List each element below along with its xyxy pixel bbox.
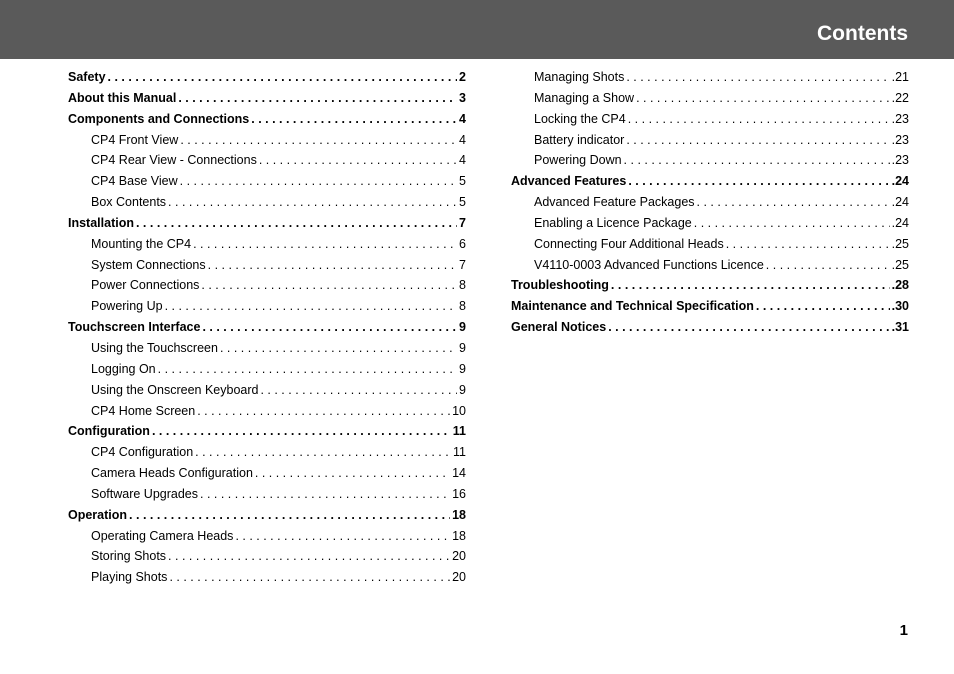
toc-entry-page: 20 xyxy=(452,549,466,564)
toc-subsection-entry[interactable] xyxy=(511,213,909,234)
toc-subsection-entry[interactable] xyxy=(68,255,466,276)
toc-entry-label: Advanced Feature Packages xyxy=(534,195,695,210)
toc-entry-page: 9 xyxy=(459,340,466,355)
toc-entry-label: Camera Heads Configuration xyxy=(91,466,253,481)
toc-entry-label: Using the Onscreen Keyboard xyxy=(91,382,259,397)
toc-entry-page: .28 xyxy=(891,278,909,293)
toc-dot-leader xyxy=(197,401,450,422)
toc-entry-label: Battery indicator xyxy=(534,132,625,147)
header-bar xyxy=(0,0,954,59)
toc-entry-page: 11 xyxy=(453,445,466,460)
toc-entry-page: 18 xyxy=(452,507,466,522)
toc-entry-page: 14 xyxy=(452,466,466,481)
toc-entry-label: V4110-0003 Advanced Functions Licence xyxy=(534,257,764,272)
toc-entry-page: .31 xyxy=(891,320,909,335)
toc-entry-label: Components and Connections xyxy=(68,111,250,126)
toc-dot-leader xyxy=(756,296,890,317)
toc-entry-label: CP4 Home Screen xyxy=(91,403,196,418)
toc-entry-label: Storing Shots xyxy=(91,549,167,564)
toc-entry-page: 10 xyxy=(452,403,466,418)
toc-subsection-entry[interactable] xyxy=(511,67,909,88)
toc-dot-leader xyxy=(158,359,457,380)
toc-subsection-entry[interactable] xyxy=(68,150,466,171)
toc-section-entry[interactable] xyxy=(511,171,909,192)
toc-entry-label: Using the Touchscreen xyxy=(91,340,218,355)
toc-dot-leader xyxy=(193,234,457,255)
toc-entry-page: .23 xyxy=(891,132,909,147)
toc-entry-label: Playing Shots xyxy=(91,570,168,585)
toc-dot-leader xyxy=(152,421,451,442)
toc-subsection-entry[interactable] xyxy=(511,234,909,255)
toc-entry-page: .24 xyxy=(891,195,909,210)
toc-subsection-entry[interactable] xyxy=(68,192,466,213)
toc-dot-leader xyxy=(200,484,450,505)
toc-dot-leader xyxy=(201,275,457,296)
toc-dot-leader xyxy=(628,109,890,130)
toc-section-entry[interactable] xyxy=(68,213,466,234)
toc-subsection-entry[interactable] xyxy=(68,338,466,359)
toc-subsection-entry[interactable] xyxy=(511,109,909,130)
toc-dot-leader xyxy=(178,88,457,109)
toc-entry-label: CP4 Configuration xyxy=(91,445,194,460)
toc-dot-leader xyxy=(108,67,458,88)
toc-subsection-entry[interactable] xyxy=(511,255,909,276)
toc-dot-leader xyxy=(697,192,890,213)
toc-dot-leader xyxy=(195,442,451,463)
toc-entry-page: 6 xyxy=(459,236,466,251)
toc-entry-label: General Notices xyxy=(511,320,607,335)
toc-entry-page: .24 xyxy=(891,174,909,189)
toc-entry-label: Logging On xyxy=(91,361,156,376)
toc-entry-page: 8 xyxy=(459,278,466,293)
toc-entry-page: .23 xyxy=(891,111,909,126)
toc-dot-leader xyxy=(129,505,450,526)
toc-entry-label: Mounting the CP4 xyxy=(91,236,192,251)
toc-entry-page: 9 xyxy=(459,382,466,397)
toc-entry-label: Enabling a Licence Package xyxy=(534,215,692,230)
toc-section-entry[interactable] xyxy=(511,296,909,317)
toc-subsection-entry[interactable] xyxy=(511,150,909,171)
toc-subsection-entry[interactable] xyxy=(68,567,466,588)
toc-dot-leader xyxy=(636,88,890,109)
toc-entry-label: Box Contents xyxy=(91,195,167,210)
toc-entry-label: Powering Down xyxy=(534,153,622,168)
toc-entry-label: Locking the CP4 xyxy=(534,111,626,126)
toc-entry-label: About this Manual xyxy=(68,90,177,105)
toc-subsection-entry[interactable] xyxy=(68,380,466,401)
toc-subsection-entry[interactable] xyxy=(68,546,466,567)
toc-entry-label: Troubleshooting xyxy=(511,278,609,293)
toc-subsection-entry[interactable] xyxy=(511,130,909,151)
toc-entry-page: 2 xyxy=(459,70,466,84)
toc-entry-page: 20 xyxy=(452,570,466,585)
toc-entry-page: .24 xyxy=(891,215,909,230)
toc-entry-page: 4 xyxy=(459,153,466,168)
toc-entry-page: 9 xyxy=(459,361,466,376)
toc-dot-leader xyxy=(624,150,890,171)
toc-dot-leader xyxy=(611,275,890,296)
toc-entry-page: .21 xyxy=(891,70,909,84)
toc-entry-label: Managing Shots xyxy=(534,70,625,84)
toc-subsection-entry[interactable] xyxy=(511,192,909,213)
toc-subsection-entry[interactable] xyxy=(511,88,909,109)
toc-dot-leader xyxy=(180,171,457,192)
toc-subsection-entry[interactable] xyxy=(68,526,466,547)
toc-section-entry[interactable] xyxy=(68,505,466,526)
toc-subsection-entry[interactable] xyxy=(68,359,466,380)
toc-entry-page: .30 xyxy=(891,299,909,314)
toc-entry-page: 7 xyxy=(459,215,466,230)
toc-entry-label: Power Connections xyxy=(91,278,200,293)
page-title: Contents xyxy=(817,22,908,45)
toc-entry-page: 5 xyxy=(459,174,466,189)
toc-entry-page: 18 xyxy=(452,528,466,543)
toc-entry-label: CP4 Front View xyxy=(91,132,179,147)
toc-dot-leader xyxy=(255,463,450,484)
toc-entry-page: 4 xyxy=(459,132,466,147)
toc-entry-label: Operating Camera Heads xyxy=(91,528,234,543)
toc-dot-leader xyxy=(766,255,890,276)
toc-dot-leader xyxy=(626,130,889,151)
toc-subsection-entry[interactable] xyxy=(68,171,466,192)
toc-entry-label: Software Upgrades xyxy=(91,486,199,501)
toc-dot-leader xyxy=(726,234,890,255)
toc-entry-page: 8 xyxy=(459,299,466,314)
toc-entry-label: CP4 Rear View - Connections xyxy=(91,153,257,168)
toc-dot-leader xyxy=(202,317,457,338)
toc-entry-label: Powering Up xyxy=(91,299,163,314)
toc-subsection-entry[interactable] xyxy=(68,442,466,463)
toc-subsection-entry[interactable] xyxy=(68,484,466,505)
toc-subsection-entry[interactable] xyxy=(68,401,466,422)
toc-entry-page: 16 xyxy=(452,486,466,501)
toc-entry-page: .25 xyxy=(891,236,909,251)
toc-entry-label: System Connections xyxy=(91,257,206,272)
toc-dot-leader xyxy=(165,296,457,317)
toc-column-left xyxy=(68,67,466,588)
toc-subsection-entry[interactable] xyxy=(68,275,466,296)
toc-section-entry[interactable] xyxy=(68,317,466,338)
toc-dot-leader xyxy=(208,255,457,276)
toc-subsection-entry[interactable] xyxy=(68,234,466,255)
toc-section-entry[interactable] xyxy=(68,109,466,130)
toc-section-entry[interactable] xyxy=(511,317,909,338)
toc-dot-leader xyxy=(220,338,457,359)
toc-entry-label: Managing a Show xyxy=(534,90,635,105)
toc-dot-leader xyxy=(260,380,457,401)
toc-entry-label: Installation xyxy=(68,215,134,230)
toc-entry-page: 3 xyxy=(459,90,466,105)
toc-subsection-entry[interactable] xyxy=(68,463,466,484)
toc-dot-leader xyxy=(235,526,450,547)
toc-subsection-entry[interactable] xyxy=(68,130,466,151)
toc-column-right xyxy=(511,67,909,338)
toc-entry-page: 5 xyxy=(459,195,466,210)
page-number: 1 xyxy=(899,622,908,639)
toc-entry-label: Safety xyxy=(68,70,106,84)
toc-entry-label: Configuration xyxy=(68,424,150,439)
toc-entry-page: .23 xyxy=(891,153,909,168)
toc-entry-label: CP4 Base View xyxy=(91,174,178,189)
toc-section-entry[interactable] xyxy=(511,275,909,296)
toc-entry-page: 11 xyxy=(452,424,466,439)
toc-dot-leader xyxy=(168,546,450,567)
toc-dot-leader xyxy=(251,109,457,130)
toc-dot-leader xyxy=(168,192,457,213)
toc-section-entry[interactable] xyxy=(68,88,466,109)
toc-dot-leader xyxy=(628,171,889,192)
toc-subsection-entry[interactable] xyxy=(68,296,466,317)
toc-dot-leader xyxy=(694,213,890,234)
toc-entry-page: 9 xyxy=(459,320,466,335)
toc-entry-label: Maintenance and Technical Specification xyxy=(511,299,754,314)
toc-dot-leader xyxy=(136,213,457,234)
toc-section-entry[interactable] xyxy=(68,421,466,442)
toc-entry-page: .25 xyxy=(891,257,909,272)
toc-entry-label: Advanced Features xyxy=(511,174,627,189)
toc-section-entry[interactable] xyxy=(68,67,466,88)
toc-entry-page: 7 xyxy=(459,257,466,272)
toc-dot-leader xyxy=(259,150,457,171)
toc-entry-label: Connecting Four Additional Heads xyxy=(534,236,724,251)
toc-dot-leader xyxy=(626,67,889,88)
toc-dot-leader xyxy=(608,317,889,338)
toc-dot-leader xyxy=(180,130,457,151)
toc-dot-leader xyxy=(169,567,450,588)
toc-entry-page: .22 xyxy=(891,90,909,105)
toc-entry-page: 4 xyxy=(459,111,466,126)
toc-entry-label: Operation xyxy=(68,507,128,522)
toc-entry-label: Touchscreen Interface xyxy=(68,320,201,335)
